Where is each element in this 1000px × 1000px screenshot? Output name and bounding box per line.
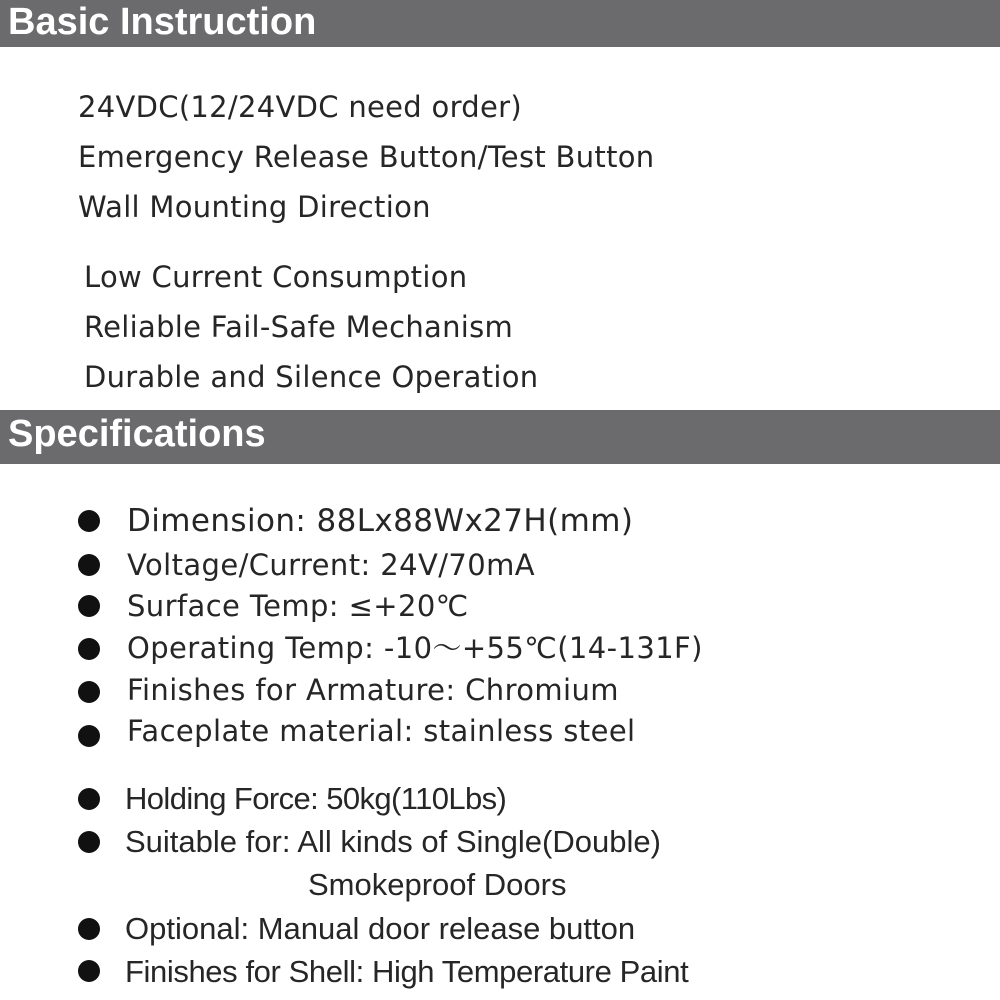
- bullet-icon: [78, 638, 100, 660]
- spec-item-holding-force: [78, 779, 978, 819]
- spec-text: Dimension: 88Lx88Wx27H(mm): [127, 503, 634, 539]
- basic-instruction-title: Basic Instruction: [8, 1, 317, 43]
- bullet-icon: [78, 788, 100, 810]
- spec-text: Surface Temp: ≤+20℃: [127, 589, 469, 623]
- spec-item-dimension: [78, 501, 978, 541]
- bullet-icon: [78, 595, 100, 617]
- basic-instruction-header: [0, 0, 1000, 47]
- spec-text: Finishes for Shell: High Temperature Paint: [125, 954, 689, 989]
- spec-text: Holding Force: 50kg(110Lbs): [125, 781, 507, 816]
- basic-line-voltage: 24VDC(12/24VDC need order): [78, 90, 522, 124]
- spec-item-operating-temp: [78, 628, 978, 668]
- bullet-icon: [78, 960, 100, 982]
- spec-text: Finishes for Armature: Chromium: [127, 673, 619, 707]
- basic-line-wall-mounting: Wall Mounting Direction: [78, 190, 431, 224]
- spec-item-faceplate-material: [78, 711, 978, 751]
- spec-text: Operating Temp: -10～+55℃(14-131F): [127, 631, 703, 665]
- basic-line-fail-safe: Reliable Fail-Safe Mechanism: [84, 310, 514, 344]
- spec-text: Voltage/Current: 24V/70mA: [127, 548, 535, 582]
- specifications-header: [0, 410, 1000, 464]
- spec-item-voltage-current: [78, 545, 978, 585]
- spec-suitable-continuation: Smokeproof Doors: [308, 867, 567, 902]
- bullet-icon: [78, 510, 100, 532]
- spec-item-shell-finish: [78, 952, 978, 992]
- specifications-title: Specifications: [8, 413, 266, 455]
- spec-item-surface-temp: [78, 586, 978, 626]
- bullet-icon: [78, 831, 100, 853]
- basic-line-silence-operation: Durable and Silence Operation: [84, 360, 539, 394]
- bullet-icon: [78, 554, 100, 576]
- basic-line-low-current: Low Current Consumption: [84, 260, 468, 294]
- spec-text: Faceplate material: stainless steel: [127, 714, 636, 748]
- bullet-icon: [78, 918, 100, 940]
- basic-line-release-button: Emergency Release Button/Test Button: [78, 140, 655, 174]
- spec-text: Optional: Manual door release button: [125, 911, 636, 946]
- spec-text: Suitable for: All kinds of Single(Double): [125, 824, 661, 859]
- bullet-icon: [78, 681, 100, 703]
- spec-item-optional: [78, 909, 978, 949]
- spec-item-armature-finish: [78, 670, 978, 710]
- spec-item-suitable-for: [78, 822, 978, 862]
- bullet-icon: [78, 725, 100, 747]
